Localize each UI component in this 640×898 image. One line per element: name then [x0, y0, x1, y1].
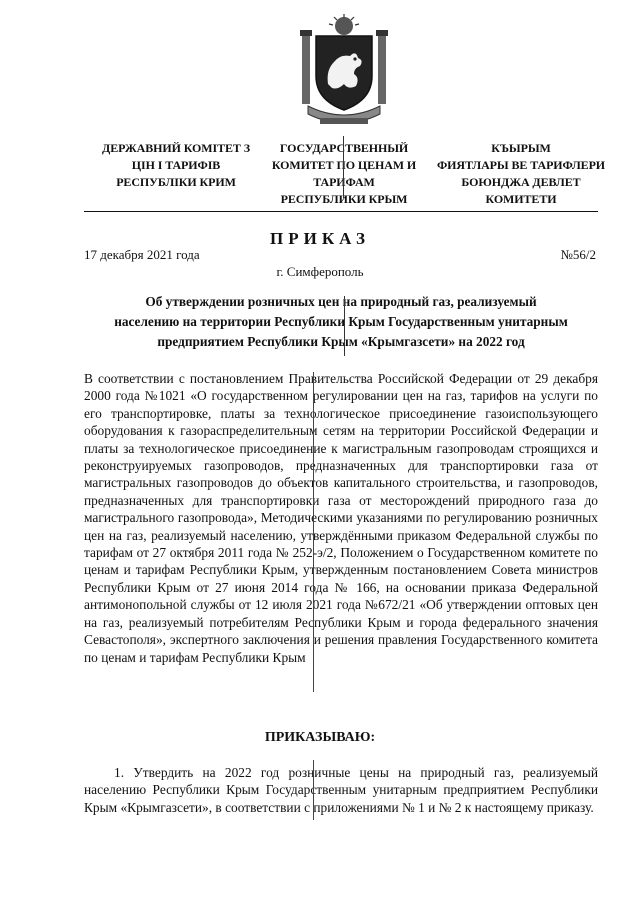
document-subject: Об утверждении розничных цен на природный газ, реализуемый населению на территории Республики Крым Государственным унитарным предприятием Республики Крым «Крымгазсети» на 2022 год: [114, 294, 568, 349]
preamble-paragraph: В соответствии с постановлением Правительства Российской Федерации от 29 декабря 2000 года №1021 «О государственном регулировании цен на газ, тарифов на услуги по его транспортировке, платы за технологическое присоединение газоиспользующего оборудования к газораспределительным сетям на территории Российской Федерации и платы за технологическое присоединение к магистральным газопроводам строящихся и реконструируемых газопроводов, предназначенных для транспортировки газа от магистральных газопроводов до объектов капитального строительства, и газопроводов, предназначенных для транспортировки газа от месторождений природного газа до магистрального газопровода», Методическими указаниями по регулированию розничных цен на газ, реализуемый населению, утверждёнными приказом Федеральной службы по тарифам от 27 октября 2011 года № 252-э/2, Положением о Государственном комитете по ценам и тарифам Республики Крым, утвержденным постановлением Совета министров Республики Крым от 27 июня 2014 года № 166, на основании приказа Федеральной антимонопольной службы от 12 июля 2021 года №672/21 «Об утверждении оптовых цен на газ, реализуемый потребителям Республики Крым и города федерального значения Севастополя», экспертного заключения и решения правления Государственного комитета по ценам и тарифам Республики Крым: [84, 371, 598, 665]
scan-artifact-line: [313, 372, 314, 692]
scan-artifact-line: [343, 136, 344, 198]
scan-artifact-line: [344, 296, 345, 356]
scan-artifact-line: [313, 760, 314, 820]
crimea-coat-of-arms: [298, 14, 390, 128]
document-number: №56/2: [560, 247, 596, 262]
org-name-russian: ГОСУДАРСТВЕННЫЙ КОМИТЕТ ПО ЦЕНАМ И ТАРИФАМ РЕСПУБЛИКИ КРЫМ: [271, 141, 417, 206]
order-heading: ПРИКАЗЫВАЮ:: [264, 730, 376, 745]
order-point-1: 1. Утвердить на 2022 год розничные цены на природный газ, реализуемый населению Республики Крым Государственным унитарным предприятием Республики Крым «Крымгазсети», в соответствии с приложениями № 1 и № 2 к настоящему приказу.: [84, 765, 598, 815]
org-name-ukrainian: ДЕРЖАВНИЙ КОМІТЕТ З ЦІН І ТАРИФІВ РЕСПУБЛІКИ КРИМ: [102, 141, 250, 189]
document-city: г. Симферополь: [276, 264, 364, 279]
header-divider: [84, 211, 598, 212]
document-date: 17 декабря 2021 года: [84, 247, 200, 262]
org-name-crimean-tatar: КЪЫРЫМ ФИЯТЛАРЫ ВЕ ТАРИФЛЕРИ БОЮНДЖА ДЕВЛЕТ КОМИТЕТИ: [436, 141, 606, 206]
document-title: ПРИКАЗ: [270, 229, 370, 248]
